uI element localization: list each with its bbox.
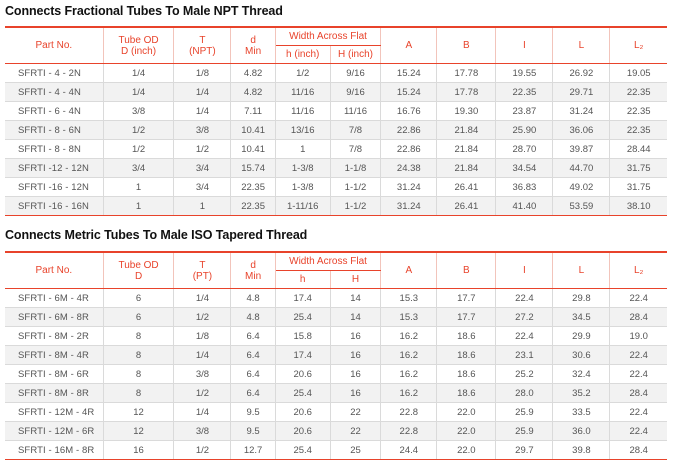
cell-tube-od: 1 [103, 197, 174, 216]
cell-part-no: SFRTI - 6M - 8R [5, 308, 103, 327]
header-thread: T (PT) [174, 252, 231, 289]
table-row [5, 346, 667, 365]
cell-l2: 28.4 [610, 384, 667, 403]
cell-b: 17.7 [437, 289, 496, 308]
cell-tube-od: 6 [103, 308, 174, 327]
cell-l: 39.87 [553, 140, 610, 159]
cell-a: 22.8 [381, 403, 437, 422]
cell-l: 53.59 [553, 197, 610, 216]
cell-h-large: 11/16 [330, 102, 381, 121]
header-h-small: h [275, 271, 330, 289]
header-h-large: H [330, 271, 381, 289]
cell-h-large: 1-1/8 [330, 159, 381, 178]
table-row [5, 365, 667, 384]
cell-d-min: 10.41 [231, 140, 275, 159]
cell-l2: 22.35 [610, 121, 667, 140]
cell-h-small: 11/16 [275, 83, 330, 102]
cell-l: 29.8 [553, 289, 610, 308]
cell-l: 36.06 [553, 121, 610, 140]
cell-b: 18.6 [437, 346, 496, 365]
cell-a: 22.86 [381, 140, 437, 159]
cell-h-large: 7/8 [330, 140, 381, 159]
cell-l2: 22.4 [610, 346, 667, 365]
cell-part-no: SFRTI - 8M - 4R [5, 346, 103, 365]
table-row [5, 308, 667, 327]
cell-h-large: 22 [330, 403, 381, 422]
cell-thread: 3/8 [174, 121, 231, 140]
cell-l2: 19.0 [610, 327, 667, 346]
cell-a: 31.24 [381, 178, 437, 197]
cell-a: 15.3 [381, 308, 437, 327]
cell-i: 28.0 [496, 384, 553, 403]
header-thread: T (NPT) [174, 27, 231, 64]
header-width-across-flat: Width Across Flat [275, 27, 381, 46]
cell-part-no: SFRTI - 12M - 4R [5, 403, 103, 422]
header-part-no: Part No. [5, 252, 103, 289]
cell-i: 34.54 [496, 159, 553, 178]
cell-part-no: SFRTI - 8 - 8N [5, 140, 103, 159]
cell-thread: 1/8 [174, 327, 231, 346]
cell-h-small: 17.4 [275, 346, 330, 365]
cell-b: 22.0 [437, 422, 496, 441]
npt-table-body [5, 64, 667, 216]
cell-a: 16.2 [381, 346, 437, 365]
header-h-large: H (inch) [330, 46, 381, 64]
cell-d-min: 4.82 [231, 64, 275, 83]
cell-b: 17.78 [437, 64, 496, 83]
cell-a: 15.3 [381, 289, 437, 308]
header-d-min: d Min [231, 252, 275, 289]
header-d-min: d Min [231, 27, 275, 64]
cell-b: 21.84 [437, 159, 496, 178]
cell-l: 32.4 [553, 365, 610, 384]
cell-a: 16.2 [381, 365, 437, 384]
table-row [5, 102, 667, 121]
header-b: B [437, 27, 496, 64]
cell-b: 26.41 [437, 197, 496, 216]
cell-thread: 1/4 [174, 83, 231, 102]
cell-h-small: 1-3/8 [275, 159, 330, 178]
cell-thread: 1/4 [174, 403, 231, 422]
cell-thread: 1/2 [174, 308, 231, 327]
table-row [5, 140, 667, 159]
cell-d-min: 12.7 [231, 441, 275, 460]
cell-l2: 22.4 [610, 403, 667, 422]
cell-h-large: 22 [330, 422, 381, 441]
cell-h-small: 25.4 [275, 308, 330, 327]
cell-i: 36.83 [496, 178, 553, 197]
cell-l2: 22.4 [610, 289, 667, 308]
cell-h-large: 16 [330, 346, 381, 365]
section-title-iso: Connects Metric Tubes To Male ISO Tapered Thread [5, 228, 308, 242]
cell-a: 15.24 [381, 83, 437, 102]
cell-l: 35.2 [553, 384, 610, 403]
cell-part-no: SFRTI - 12M - 6R [5, 422, 103, 441]
table-row [5, 64, 667, 83]
cell-i: 22.35 [496, 83, 553, 102]
cell-l: 29.9 [553, 327, 610, 346]
header-i: I [496, 27, 553, 64]
header-l: L [553, 252, 610, 289]
cell-d-min: 10.41 [231, 121, 275, 140]
cell-h-large: 16 [330, 365, 381, 384]
header-tube-od: Tube OD D [103, 252, 174, 289]
cell-tube-od: 1/4 [103, 64, 174, 83]
cell-tube-od: 12 [103, 422, 174, 441]
cell-a: 22.8 [381, 422, 437, 441]
header-i: I [496, 252, 553, 289]
cell-thread: 1/2 [174, 384, 231, 403]
cell-thread: 1/2 [174, 441, 231, 460]
header-a: A [381, 27, 437, 64]
cell-d-min: 7.11 [231, 102, 275, 121]
cell-h-small: 20.6 [275, 365, 330, 384]
table-row [5, 289, 667, 308]
cell-thread: 1/8 [174, 64, 231, 83]
cell-l2: 22.4 [610, 422, 667, 441]
cell-b: 17.78 [437, 83, 496, 102]
cell-d-min: 6.4 [231, 384, 275, 403]
cell-l2: 22.35 [610, 102, 667, 121]
table-row [5, 441, 667, 460]
table-row [5, 384, 667, 403]
cell-l: 39.8 [553, 441, 610, 460]
cell-tube-od: 6 [103, 289, 174, 308]
iso-spec-table [5, 251, 667, 460]
cell-thread: 3/8 [174, 365, 231, 384]
cell-part-no: SFRTI - 6 - 4N [5, 102, 103, 121]
cell-tube-od: 12 [103, 403, 174, 422]
cell-b: 22.0 [437, 441, 496, 460]
header-a: A [381, 252, 437, 289]
cell-h-large: 1-1/2 [330, 178, 381, 197]
cell-l2: 22.4 [610, 365, 667, 384]
header-width-across-flat: Width Across Flat [275, 252, 381, 271]
cell-i: 22.4 [496, 289, 553, 308]
cell-a: 16.2 [381, 384, 437, 403]
table-row [5, 403, 667, 422]
cell-part-no: SFRTI - 8 - 6N [5, 121, 103, 140]
cell-d-min: 15.74 [231, 159, 275, 178]
cell-b: 21.84 [437, 140, 496, 159]
cell-d-min: 22.35 [231, 197, 275, 216]
cell-part-no: SFRTI - 6M - 4R [5, 289, 103, 308]
cell-l: 49.02 [553, 178, 610, 197]
cell-d-min: 4.8 [231, 289, 275, 308]
cell-part-no: SFRTI -16 - 12N [5, 178, 103, 197]
header-l: L [553, 27, 610, 64]
cell-b: 21.84 [437, 121, 496, 140]
header-l2: L₂ [610, 27, 667, 64]
cell-h-small: 1-3/8 [275, 178, 330, 197]
cell-d-min: 9.5 [231, 422, 275, 441]
cell-h-small: 11/16 [275, 102, 330, 121]
cell-h-small: 13/16 [275, 121, 330, 140]
cell-thread: 3/8 [174, 422, 231, 441]
cell-tube-od: 1 [103, 178, 174, 197]
cell-a: 24.4 [381, 441, 437, 460]
cell-part-no: SFRTI - 4 - 4N [5, 83, 103, 102]
cell-thread: 1 [174, 197, 231, 216]
cell-thread: 1/4 [174, 102, 231, 121]
cell-a: 31.24 [381, 197, 437, 216]
cell-thread: 1/4 [174, 289, 231, 308]
cell-tube-od: 1/2 [103, 140, 174, 159]
cell-a: 22.86 [381, 121, 437, 140]
cell-d-min: 6.4 [231, 365, 275, 384]
cell-l2: 28.44 [610, 140, 667, 159]
cell-part-no: SFRTI - 16M - 8R [5, 441, 103, 460]
cell-b: 18.6 [437, 365, 496, 384]
cell-thread: 1/4 [174, 346, 231, 365]
cell-i: 25.90 [496, 121, 553, 140]
cell-h-large: 16 [330, 327, 381, 346]
cell-tube-od: 3/8 [103, 102, 174, 121]
cell-part-no: SFRTI - 8M - 6R [5, 365, 103, 384]
cell-tube-od: 8 [103, 346, 174, 365]
cell-part-no: SFRTI - 8M - 8R [5, 384, 103, 403]
header-b: B [437, 252, 496, 289]
cell-part-no: SFRTI -12 - 12N [5, 159, 103, 178]
cell-h-small: 1 [275, 140, 330, 159]
cell-i: 22.4 [496, 327, 553, 346]
cell-a: 15.24 [381, 64, 437, 83]
cell-d-min: 4.82 [231, 83, 275, 102]
cell-l: 44.70 [553, 159, 610, 178]
cell-b: 26.41 [437, 178, 496, 197]
npt-spec-table [5, 26, 667, 216]
cell-h-small: 25.4 [275, 384, 330, 403]
cell-i: 41.40 [496, 197, 553, 216]
cell-h-large: 1-1/2 [330, 197, 381, 216]
cell-a: 24.38 [381, 159, 437, 178]
cell-l: 29.71 [553, 83, 610, 102]
cell-h-large: 14 [330, 289, 381, 308]
cell-l2: 19.05 [610, 64, 667, 83]
cell-l: 26.92 [553, 64, 610, 83]
cell-a: 16.76 [381, 102, 437, 121]
cell-l2: 31.75 [610, 178, 667, 197]
cell-l2: 28.4 [610, 308, 667, 327]
cell-thread: 3/4 [174, 178, 231, 197]
cell-tube-od: 8 [103, 384, 174, 403]
cell-l: 36.0 [553, 422, 610, 441]
iso-table-body [5, 289, 667, 460]
cell-i: 23.87 [496, 102, 553, 121]
cell-b: 22.0 [437, 403, 496, 422]
cell-thread: 1/2 [174, 140, 231, 159]
header-l2: L₂ [610, 252, 667, 289]
cell-h-small: 25.4 [275, 441, 330, 460]
cell-l: 33.5 [553, 403, 610, 422]
cell-i: 25.9 [496, 403, 553, 422]
cell-d-min: 4.8 [231, 308, 275, 327]
cell-b: 18.6 [437, 327, 496, 346]
table-row [5, 83, 667, 102]
table-row [5, 422, 667, 441]
section-title-npt: Connects Fractional Tubes To Male NPT Thread [5, 4, 283, 18]
cell-h-small: 20.6 [275, 422, 330, 441]
cell-tube-od: 8 [103, 365, 174, 384]
cell-i: 29.7 [496, 441, 553, 460]
cell-tube-od: 8 [103, 327, 174, 346]
cell-part-no: SFRTI - 4 - 2N [5, 64, 103, 83]
cell-tube-od: 3/4 [103, 159, 174, 178]
cell-h-large: 25 [330, 441, 381, 460]
table-row [5, 159, 667, 178]
cell-l: 34.5 [553, 308, 610, 327]
cell-b: 17.7 [437, 308, 496, 327]
cell-l2: 22.35 [610, 83, 667, 102]
cell-l: 30.6 [553, 346, 610, 365]
cell-l2: 31.75 [610, 159, 667, 178]
header-part-no: Part No. [5, 27, 103, 64]
cell-i: 27.2 [496, 308, 553, 327]
cell-h-small: 1/2 [275, 64, 330, 83]
cell-i: 25.2 [496, 365, 553, 384]
cell-a: 16.2 [381, 327, 437, 346]
cell-l: 31.24 [553, 102, 610, 121]
table-row [5, 121, 667, 140]
cell-d-min: 6.4 [231, 346, 275, 365]
cell-i: 25.9 [496, 422, 553, 441]
table-row [5, 197, 667, 216]
cell-h-small: 20.6 [275, 403, 330, 422]
table-row [5, 327, 667, 346]
header-tube-od: Tube OD D (inch) [103, 27, 174, 64]
cell-h-large: 7/8 [330, 121, 381, 140]
cell-d-min: 9.5 [231, 403, 275, 422]
cell-part-no: SFRTI - 8M - 2R [5, 327, 103, 346]
cell-tube-od: 1/4 [103, 83, 174, 102]
cell-i: 23.1 [496, 346, 553, 365]
cell-i: 28.70 [496, 140, 553, 159]
cell-h-large: 9/16 [330, 83, 381, 102]
cell-tube-od: 16 [103, 441, 174, 460]
header-h-small: h (inch) [275, 46, 330, 64]
cell-d-min: 6.4 [231, 327, 275, 346]
cell-thread: 3/4 [174, 159, 231, 178]
cell-h-large: 14 [330, 308, 381, 327]
cell-b: 18.6 [437, 384, 496, 403]
cell-part-no: SFRTI -16 - 16N [5, 197, 103, 216]
cell-b: 19.30 [437, 102, 496, 121]
cell-h-small: 1-11/16 [275, 197, 330, 216]
cell-tube-od: 1/2 [103, 121, 174, 140]
cell-i: 19.55 [496, 64, 553, 83]
table-row [5, 178, 667, 197]
cell-h-small: 17.4 [275, 289, 330, 308]
cell-h-small: 15.8 [275, 327, 330, 346]
cell-d-min: 22.35 [231, 178, 275, 197]
cell-l2: 28.4 [610, 441, 667, 460]
cell-h-large: 9/16 [330, 64, 381, 83]
cell-h-large: 16 [330, 384, 381, 403]
cell-l2: 38.10 [610, 197, 667, 216]
